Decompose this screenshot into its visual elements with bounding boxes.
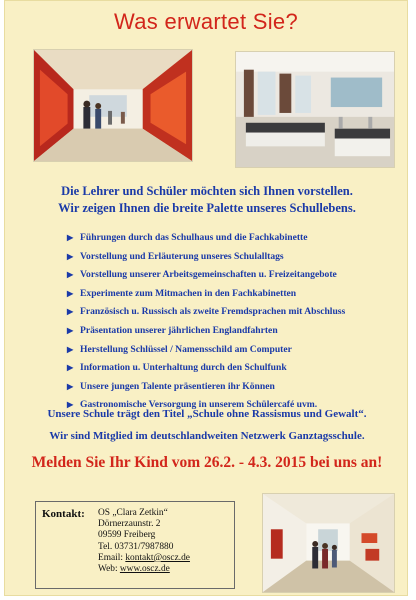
contact-label: Kontakt:	[42, 508, 85, 520]
list-item	[67, 248, 403, 267]
web-label: Web:	[98, 564, 118, 575]
list-item	[67, 341, 403, 360]
list-item	[67, 303, 403, 322]
triangle-right-icon: ▶	[67, 251, 74, 261]
list-item	[67, 285, 403, 304]
contact-box	[35, 501, 235, 589]
activity-list	[67, 229, 403, 415]
triangle-right-icon: ▶	[67, 270, 74, 280]
list-item-text: Experimente zum Mitmachen in den Fachkabinetten	[80, 287, 297, 299]
list-item-text: Führungen durch das Schulhaus und die Fachkabinette	[80, 232, 308, 243]
triangle-right-icon: ▶	[67, 233, 74, 242]
registration-call-to-action: Melden Sie Ihr Kind vom 26.2. - 4.3. 2015 bei uns an!	[31, 454, 383, 471]
triangle-right-icon: ▶	[67, 381, 74, 391]
email-link[interactable]: kontakt@oscz.de	[125, 552, 190, 563]
list-item-text: Französisch u. Russisch als zweite Fremdsprachen mit Abschluss	[80, 306, 346, 318]
list-item-text: Vorstellung unserer Arbeitsgemeinschaften u. Freizeitangebote	[80, 269, 337, 281]
triangle-right-icon: ▶	[67, 288, 74, 298]
triangle-right-icon: ▶	[67, 400, 74, 410]
triangle-right-icon: ▶	[67, 344, 74, 354]
list-item-text: Vorstellung und Erläuterung unseres Schulalltags	[80, 250, 284, 262]
intro-line-1: Die Lehrer und Schüler möchten sich Ihnen vorstellen.	[61, 184, 353, 198]
school-name: OS „Clara Zetkin“	[98, 508, 168, 518]
web-link[interactable]: www.oscz.de	[119, 564, 170, 575]
list-item	[67, 359, 403, 378]
award-note: Unsere Schule trägt den Titel „Schule ohne Rassismus und Gewalt“.	[47, 408, 367, 420]
list-item-text: Präsentation unserer jährlichen Englandfahrten	[80, 324, 278, 336]
laboratory-photo	[235, 51, 395, 168]
corridor-photo	[262, 493, 395, 593]
hallway-photo	[33, 49, 193, 162]
email-line	[98, 553, 190, 564]
triangle-right-icon: ▶	[67, 325, 74, 335]
web-line	[98, 564, 190, 575]
flyer-page	[4, 0, 408, 596]
page-title: Was erwartet Sie?	[113, 9, 298, 34]
list-item	[67, 229, 403, 248]
city: 09599 Freiberg	[98, 530, 156, 541]
email-label: Email:	[98, 552, 123, 563]
list-item-text: Unsere jungen Talente präsentieren ihr Können	[80, 380, 275, 392]
network-note: Wir sind Mitglied im deutschlandweiten Netzwerk Ganztagsschule.	[49, 430, 365, 442]
triangle-right-icon: ▶	[67, 363, 74, 373]
phone: Tel. 03731/7987880	[98, 541, 174, 552]
intro-line-2: Wir zeigen Ihnen die breite Palette unseres Schullebens.	[58, 201, 356, 215]
list-item	[67, 322, 403, 341]
list-item	[67, 266, 403, 285]
list-item-text: Gastronomische Versorgung in unserem Schülercafé uvm.	[80, 399, 318, 411]
list-item	[67, 378, 403, 397]
street-address: Dörnerzaunstr. 2	[98, 519, 161, 530]
list-item-text: Herstellung Schlüssel / Namensschild am Computer	[80, 343, 292, 355]
list-item-text: Information u. Unterhaltung durch den Schulfunk	[80, 362, 287, 374]
triangle-right-icon: ▶	[67, 307, 74, 317]
contact-details	[98, 508, 190, 575]
